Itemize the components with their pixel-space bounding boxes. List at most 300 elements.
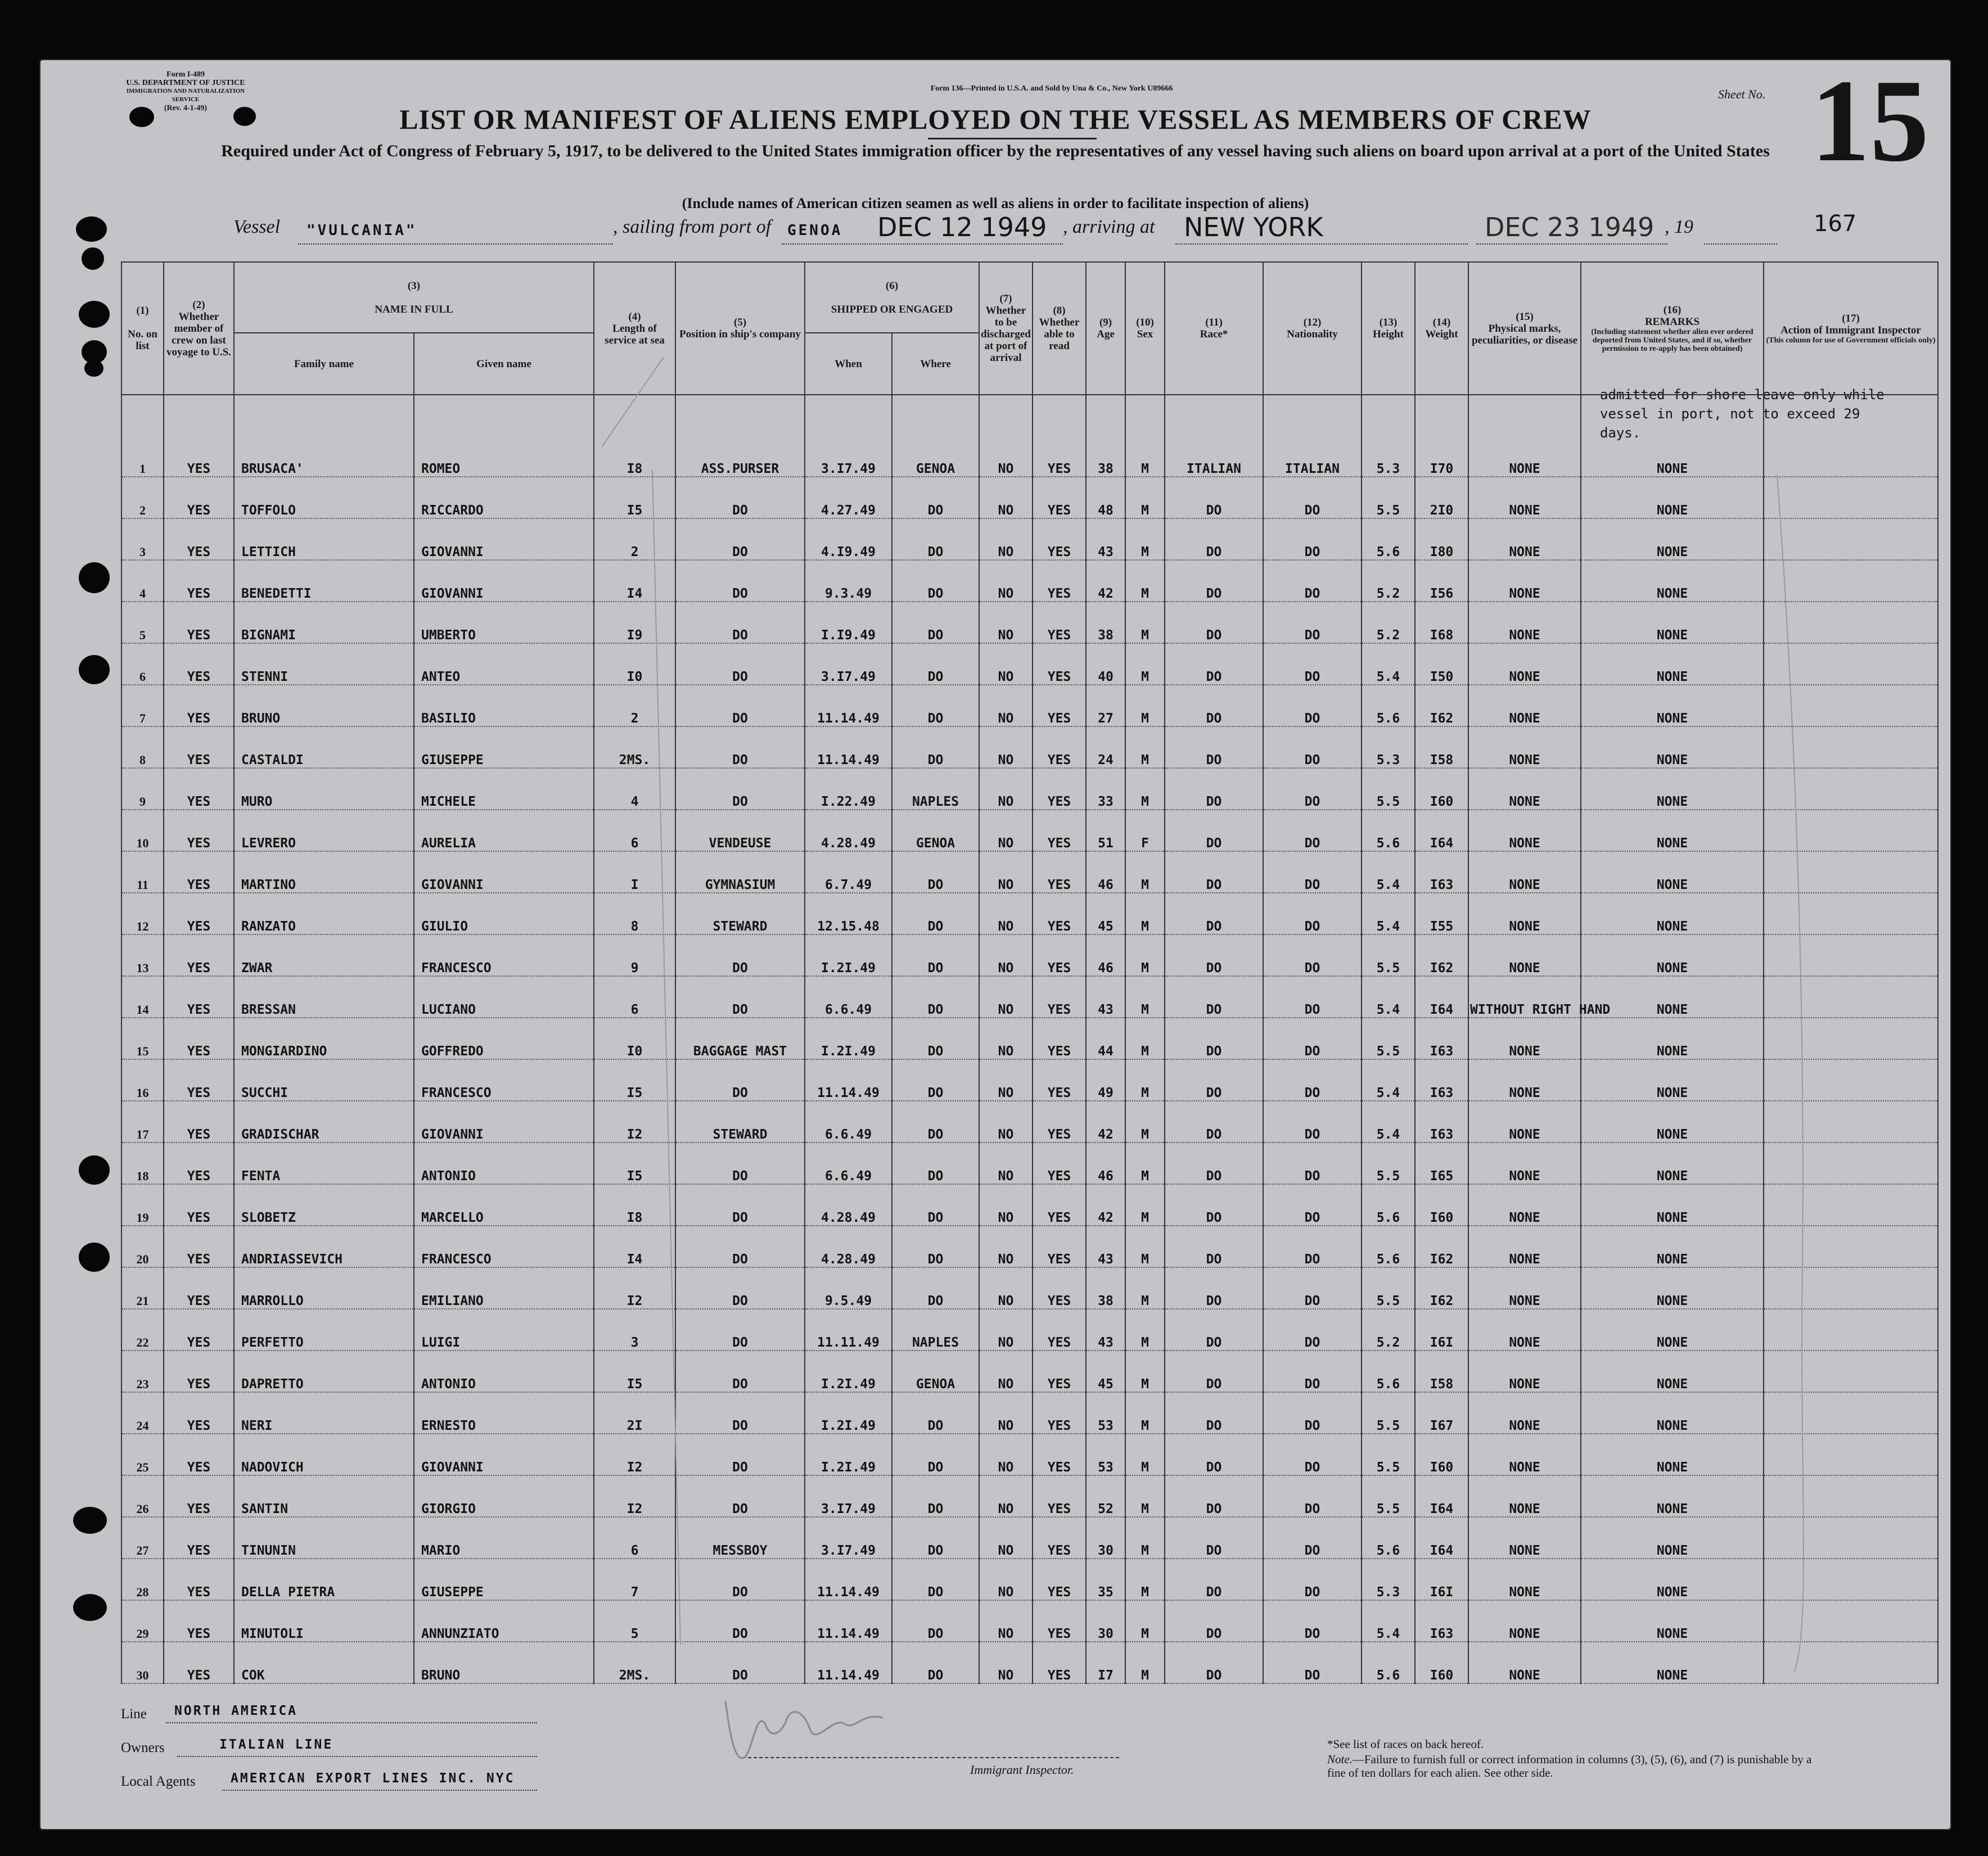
arriving-label: , arriving at	[1063, 216, 1155, 237]
family-name: COK	[234, 1642, 414, 1683]
line-label: Line	[121, 1706, 147, 1722]
position: DO	[675, 1434, 805, 1475]
position: DO	[675, 1392, 805, 1434]
shipped-when: 6.6.49	[805, 976, 892, 1018]
race: DO	[1165, 1018, 1263, 1059]
physical-marks: NONE	[1468, 1226, 1581, 1267]
penalty-note	[1327, 1753, 1828, 1780]
line-value: NORTH AMERICA	[174, 1704, 298, 1718]
physical-marks: NONE	[1468, 1018, 1581, 1059]
discharge: NO	[979, 1142, 1033, 1184]
height: 5.4	[1362, 851, 1415, 893]
weight: I60	[1415, 1642, 1468, 1683]
punch-hole	[79, 301, 110, 328]
family-name: MURO	[234, 768, 414, 810]
service-length: 6	[594, 976, 675, 1018]
row-number: 13	[121, 934, 164, 976]
header-inspector-action: (17) Action of Immigrant Inspector (This column for use of Government officials only)	[1764, 262, 1938, 395]
shipped-where: DO	[892, 1101, 979, 1142]
family-name: MINUTOLI	[234, 1600, 414, 1642]
remarks: NONE	[1581, 518, 1764, 560]
shipped-where: DO	[892, 726, 979, 768]
able-to-read: YES	[1033, 1392, 1086, 1434]
shipped-where: DO	[892, 1059, 979, 1101]
shipped-when: I.22.49	[805, 768, 892, 810]
remarks: NONE	[1581, 810, 1764, 851]
able-to-read: YES	[1033, 768, 1086, 810]
agents-value: AMERICAN EXPORT LINES INC. NYC	[231, 1771, 515, 1786]
remarks: NONE	[1581, 768, 1764, 810]
weight: I67	[1415, 1392, 1468, 1434]
vessel-label: Vessel	[233, 216, 281, 237]
shipped-where: DO	[892, 1475, 979, 1517]
height: 5.5	[1362, 1267, 1415, 1309]
sheet-label: Sheet No.	[1718, 87, 1766, 101]
age: 53	[1086, 1434, 1125, 1475]
service-length: 2	[594, 685, 675, 726]
weight: I63	[1415, 1101, 1468, 1142]
position: STEWARD	[675, 1101, 805, 1142]
position: VENDEUSE	[675, 810, 805, 851]
height: 5.2	[1362, 602, 1415, 643]
prev-voyage: YES	[164, 1018, 234, 1059]
remarks: NONE	[1581, 934, 1764, 976]
crew-rows	[121, 395, 1938, 1683]
discharge: NO	[979, 477, 1033, 518]
nationality: DO	[1263, 810, 1362, 851]
given-name: LUCIANO	[414, 976, 594, 1018]
position: DO	[675, 477, 805, 518]
sailing-date: DEC 12 1949	[877, 212, 1047, 242]
nationality: DO	[1263, 1559, 1362, 1600]
punch-hole	[79, 655, 110, 684]
given-name: MARCELLO	[414, 1184, 594, 1226]
sex: M	[1125, 726, 1165, 768]
physical-marks: NONE	[1468, 1184, 1581, 1226]
nationality: DO	[1263, 1059, 1362, 1101]
weight: I50	[1415, 643, 1468, 685]
service-length: I4	[594, 1226, 675, 1267]
weight: I64	[1415, 976, 1468, 1018]
nationality: DO	[1263, 1434, 1362, 1475]
header-remarks: (16) REMARKS (Including statement whether alien ever ordered deported from United States, and if so, whether permission to re-apply has been obtained)	[1581, 262, 1764, 395]
age: 24	[1086, 726, 1125, 768]
prev-voyage: YES	[164, 1559, 234, 1600]
table-row	[121, 768, 1938, 810]
shipped-where: DO	[892, 1018, 979, 1059]
table-row	[121, 1184, 1938, 1226]
row-number: 11	[121, 851, 164, 893]
race: DO	[1165, 810, 1263, 851]
service-length: I2	[594, 1101, 675, 1142]
discharge: NO	[979, 768, 1033, 810]
physical-marks: NONE	[1468, 768, 1581, 810]
shipped-when: 4.I9.49	[805, 518, 892, 560]
punch-hole	[233, 107, 256, 126]
nationality: DO	[1263, 851, 1362, 893]
able-to-read: YES	[1033, 1226, 1086, 1267]
race: DO	[1165, 726, 1263, 768]
remarks: NONE	[1581, 1018, 1764, 1059]
page-title: LIST OR MANIFEST OF ALIENS EMPLOYED ON THE VESSEL AS MEMBERS OF CREW	[399, 103, 1592, 135]
discharge: NO	[979, 1018, 1033, 1059]
prev-voyage: YES	[164, 1267, 234, 1309]
age: 53	[1086, 1392, 1125, 1434]
age: 35	[1086, 1559, 1125, 1600]
row-number: 25	[121, 1434, 164, 1475]
sex: M	[1125, 1184, 1165, 1226]
remarks: NONE	[1581, 1226, 1764, 1267]
table-row	[121, 851, 1938, 893]
sex: F	[1125, 810, 1165, 851]
given-name: AURELIA	[414, 810, 594, 851]
discharge: NO	[979, 810, 1033, 851]
header-read: (8) Whether able to read	[1033, 262, 1086, 395]
row-number: 24	[121, 1392, 164, 1434]
given-name: ROMEO	[414, 436, 594, 477]
header-family-name: Family name	[234, 333, 414, 395]
table-row	[121, 1226, 1938, 1267]
note-label: Note.	[1327, 1753, 1353, 1766]
remarks-note: admitted for shore leave only while vessel in port, not to exceed 29 days.	[1600, 387, 1885, 441]
punch-hole	[129, 107, 154, 127]
given-name: LUIGI	[414, 1309, 594, 1351]
header-sex: (10) Sex	[1125, 262, 1165, 395]
table-row	[121, 560, 1938, 602]
age: 46	[1086, 934, 1125, 976]
shipped-where: GENOA	[892, 810, 979, 851]
age: 52	[1086, 1475, 1125, 1517]
physical-marks: NONE	[1468, 1392, 1581, 1434]
height: 5.5	[1362, 768, 1415, 810]
row-number: 15	[121, 1018, 164, 1059]
sailing-underline	[782, 243, 1063, 245]
discharge: NO	[979, 436, 1033, 477]
service-length: I5	[594, 1351, 675, 1392]
sex: M	[1125, 560, 1165, 602]
age: 38	[1086, 1267, 1125, 1309]
remarks: NONE	[1581, 1475, 1764, 1517]
race: DO	[1165, 768, 1263, 810]
weight: I58	[1415, 1351, 1468, 1392]
age: 43	[1086, 1226, 1125, 1267]
table-row	[121, 602, 1938, 643]
table-row	[121, 477, 1938, 518]
family-name: MARTINO	[234, 851, 414, 893]
row-number: 8	[121, 726, 164, 768]
race: DO	[1165, 477, 1263, 518]
shipped-when: I.2I.49	[805, 934, 892, 976]
pencil-margin-mark	[1771, 475, 1828, 1684]
position: DO	[675, 1142, 805, 1184]
sex: M	[1125, 893, 1165, 934]
nationality: DO	[1263, 1184, 1362, 1226]
weight: I65	[1415, 1142, 1468, 1184]
nationality: DO	[1263, 1226, 1362, 1267]
table-row	[121, 1600, 1938, 1642]
row-number: 9	[121, 768, 164, 810]
shipped-where: DO	[892, 518, 979, 560]
shipped-where: DO	[892, 643, 979, 685]
row-number: 10	[121, 810, 164, 851]
year-underline	[1704, 243, 1777, 245]
height: 5.4	[1362, 1101, 1415, 1142]
able-to-read: YES	[1033, 1309, 1086, 1351]
shipped-where: DO	[892, 1642, 979, 1683]
weight: I64	[1415, 1517, 1468, 1559]
position: MESSBOY	[675, 1517, 805, 1559]
given-name: UMBERTO	[414, 602, 594, 643]
height: 5.4	[1362, 643, 1415, 685]
shipped-when: 3.I7.49	[805, 436, 892, 477]
row-number: 1	[121, 436, 164, 477]
prev-voyage: YES	[164, 1309, 234, 1351]
height: 5.6	[1362, 518, 1415, 560]
given-name: GIOVANNI	[414, 560, 594, 602]
nationality: DO	[1263, 893, 1362, 934]
prev-voyage: YES	[164, 1101, 234, 1142]
position: GYMNASIUM	[675, 851, 805, 893]
shipped-where: DO	[892, 1600, 979, 1642]
given-name: GIORGIO	[414, 1475, 594, 1517]
prev-voyage: YES	[164, 1434, 234, 1475]
header-discharge: (7) Whether to be discharged at port of arrival	[979, 262, 1033, 395]
table-row	[121, 643, 1938, 685]
shipped-when: I.2I.49	[805, 1018, 892, 1059]
shipped-when: I.I9.49	[805, 602, 892, 643]
height: 5.6	[1362, 1642, 1415, 1683]
table-row	[121, 685, 1938, 726]
table-row	[121, 1434, 1938, 1475]
row-number: 22	[121, 1309, 164, 1351]
header-height: (13) Height	[1362, 262, 1415, 395]
shipped-where: DO	[892, 560, 979, 602]
weight: I63	[1415, 851, 1468, 893]
family-name: DELLA PIETRA	[234, 1559, 414, 1600]
discharge: NO	[979, 851, 1033, 893]
discharge: NO	[979, 1309, 1033, 1351]
race: DO	[1165, 976, 1263, 1018]
family-name: DAPRETTO	[234, 1351, 414, 1392]
physical-marks: NONE	[1468, 1559, 1581, 1600]
table-row	[121, 726, 1938, 768]
nationality: DO	[1263, 560, 1362, 602]
physical-marks: NONE	[1468, 436, 1581, 477]
age: 49	[1086, 1059, 1125, 1101]
sex: M	[1125, 976, 1165, 1018]
family-name: NERI	[234, 1392, 414, 1434]
nationality: DO	[1263, 1309, 1362, 1351]
given-name: MICHELE	[414, 768, 594, 810]
shipped-where: GENOA	[892, 1351, 979, 1392]
physical-marks: NONE	[1468, 1600, 1581, 1642]
sex: M	[1125, 1517, 1165, 1559]
discharge: NO	[979, 976, 1033, 1018]
race: DO	[1165, 1600, 1263, 1642]
family-name: MARROLLO	[234, 1267, 414, 1309]
family-name: BIGNAMI	[234, 602, 414, 643]
nationality: DO	[1263, 1101, 1362, 1142]
discharge: NO	[979, 1101, 1033, 1142]
physical-marks: WITHOUT RIGHT HAND	[1468, 976, 1581, 1018]
family-name: TINUNIN	[234, 1517, 414, 1559]
service-length: I0	[594, 1018, 675, 1059]
shipped-when: 4.28.49	[805, 1226, 892, 1267]
height: 5.6	[1362, 1184, 1415, 1226]
family-name: PERFETTO	[234, 1309, 414, 1351]
family-name: BRESSAN	[234, 976, 414, 1018]
physical-marks: NONE	[1468, 1517, 1581, 1559]
service-length: I2	[594, 1434, 675, 1475]
sex: M	[1125, 1434, 1165, 1475]
service-length: 6	[594, 1517, 675, 1559]
shipped-when: 6.6.49	[805, 1142, 892, 1184]
position: BAGGAGE MAST	[675, 1018, 805, 1059]
prev-voyage: YES	[164, 1142, 234, 1184]
able-to-read: YES	[1033, 1018, 1086, 1059]
height: 5.6	[1362, 685, 1415, 726]
age: 44	[1086, 1018, 1125, 1059]
discharge: NO	[979, 643, 1033, 685]
prev-voyage: YES	[164, 685, 234, 726]
service-length: 2MS.	[594, 726, 675, 768]
sex: M	[1125, 518, 1165, 560]
row-number: 19	[121, 1184, 164, 1226]
weight: I6I	[1415, 1309, 1468, 1351]
row-number: 3	[121, 518, 164, 560]
position: DO	[675, 934, 805, 976]
age: 48	[1086, 477, 1125, 518]
able-to-read: YES	[1033, 1059, 1086, 1101]
remarks: NONE	[1581, 477, 1764, 518]
weight: I63	[1415, 1059, 1468, 1101]
position: DO	[675, 1226, 805, 1267]
given-name: GIOVANNI	[414, 1101, 594, 1142]
position: DO	[675, 1059, 805, 1101]
able-to-read: YES	[1033, 436, 1086, 477]
position: STEWARD	[675, 893, 805, 934]
height: 5.5	[1362, 1392, 1415, 1434]
nationality: DO	[1263, 1267, 1362, 1309]
physical-marks: NONE	[1468, 1101, 1581, 1142]
age: 51	[1086, 810, 1125, 851]
shipped-when: I.2I.49	[805, 1351, 892, 1392]
age: 45	[1086, 893, 1125, 934]
shipped-where: DO	[892, 893, 979, 934]
height: 5.5	[1362, 934, 1415, 976]
discharge: NO	[979, 1226, 1033, 1267]
age: 46	[1086, 1142, 1125, 1184]
owners-value: ITALIAN LINE	[219, 1737, 333, 1752]
shipped-when: 9.5.49	[805, 1267, 892, 1309]
position: DO	[675, 643, 805, 685]
family-name: SUCCHI	[234, 1059, 414, 1101]
service-length: I0	[594, 643, 675, 685]
race: DO	[1165, 1434, 1263, 1475]
position: DO	[675, 518, 805, 560]
race: DO	[1165, 1392, 1263, 1434]
header-name: (3) NAME IN FULL	[234, 262, 594, 333]
weight: I64	[1415, 1475, 1468, 1517]
age: 30	[1086, 1517, 1125, 1559]
prev-voyage: YES	[164, 477, 234, 518]
age: 43	[1086, 518, 1125, 560]
remarks: NONE	[1581, 560, 1764, 602]
discharge: NO	[979, 1642, 1033, 1683]
table-row	[121, 518, 1938, 560]
service-length: I5	[594, 477, 675, 518]
weight: I68	[1415, 602, 1468, 643]
punch-hole	[76, 216, 107, 242]
race: DO	[1165, 1267, 1263, 1309]
shipped-when: 3.I7.49	[805, 1475, 892, 1517]
position: DO	[675, 685, 805, 726]
row-number: 12	[121, 893, 164, 934]
able-to-read: YES	[1033, 477, 1086, 518]
note-text: —Failure to furnish full or correct information in columns (3), (5), (6), and (7) is punishable by a fine of ten dollars for each alien. See other side.	[1327, 1753, 1812, 1780]
header-race: (11) Race*	[1165, 262, 1263, 395]
family-name: BRUSACA'	[234, 436, 414, 477]
height: 5.2	[1362, 560, 1415, 602]
sex: M	[1125, 934, 1165, 976]
age: 40	[1086, 643, 1125, 685]
discharge: NO	[979, 1559, 1033, 1600]
remarks: NONE	[1581, 851, 1764, 893]
service-length: 7	[594, 1559, 675, 1600]
table-spacer-row	[121, 395, 1938, 436]
given-name: GIUSEPPE	[414, 1559, 594, 1600]
able-to-read: YES	[1033, 685, 1086, 726]
sex: M	[1125, 1475, 1165, 1517]
given-name: ANTONIO	[414, 1351, 594, 1392]
discharge: NO	[979, 1600, 1033, 1642]
column-number-row	[121, 262, 1938, 333]
given-name: ANTONIO	[414, 1142, 594, 1184]
family-name: RANZATO	[234, 893, 414, 934]
age: 42	[1086, 1184, 1125, 1226]
sex: M	[1125, 1267, 1165, 1309]
nationality: DO	[1263, 1600, 1362, 1642]
race: DO	[1165, 1559, 1263, 1600]
remarks: NONE	[1581, 602, 1764, 643]
shipped-when: 11.14.49	[805, 1600, 892, 1642]
race: DO	[1165, 518, 1263, 560]
remarks: NONE	[1581, 1517, 1764, 1559]
prev-voyage: YES	[164, 1351, 234, 1392]
row-number: 30	[121, 1642, 164, 1683]
include-note: (Include names of American citizen seamen as well as aliens in order to facilitate inspection of aliens)	[682, 195, 1309, 211]
height: 5.2	[1362, 1309, 1415, 1351]
position: DO	[675, 1600, 805, 1642]
position: DO	[675, 726, 805, 768]
race: DO	[1165, 1226, 1263, 1267]
able-to-read: YES	[1033, 643, 1086, 685]
sex: M	[1125, 1226, 1165, 1267]
discharge: NO	[979, 685, 1033, 726]
height: 5.6	[1362, 1351, 1415, 1392]
able-to-read: YES	[1033, 1142, 1086, 1184]
header-prev-voyage: (2) Whether member of crew on last voyage to U.S.	[164, 262, 234, 395]
printer-note: Form 136—Printed in U.S.A. and Sold by Una & Co., New York U89666	[930, 84, 1173, 93]
nationality: DO	[1263, 602, 1362, 643]
age: 46	[1086, 851, 1125, 893]
height: 5.5	[1362, 1018, 1415, 1059]
physical-marks: NONE	[1468, 518, 1581, 560]
nationality: DO	[1263, 518, 1362, 560]
shipped-where: NAPLES	[892, 1309, 979, 1351]
discharge: NO	[979, 893, 1033, 934]
discharge: NO	[979, 518, 1033, 560]
